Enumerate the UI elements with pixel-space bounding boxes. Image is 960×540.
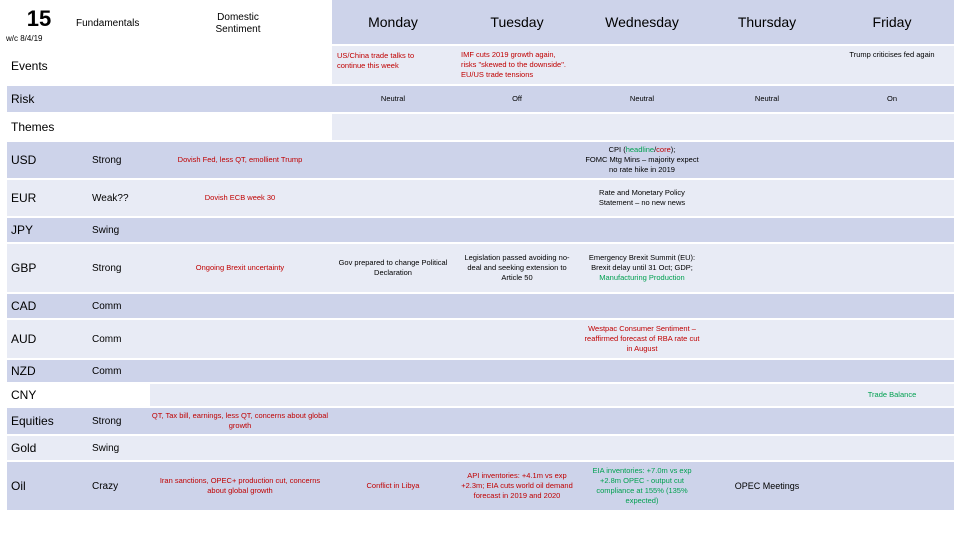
aud-wednesday: Westpac Consumer Sentiment – reaffirmed forecast of RBA rate cut in August <box>584 324 700 353</box>
aud-row-bg <box>7 320 954 358</box>
nzd-fundamental: Comm <box>92 365 122 377</box>
oil-wednesday: EIA inventories: +7.0m vs exp +2.8m OPEC - output cut compliance at 155% (135% expected) <box>592 466 692 505</box>
themes-row-bg <box>332 114 954 140</box>
gbp-label: GBP <box>11 261 37 275</box>
cny-label: CNY <box>11 388 37 402</box>
oil-label: Oil <box>11 479 26 493</box>
nzd-row-bg <box>7 360 954 382</box>
eur-sentiment: Dovish ECB week 30 <box>204 193 276 202</box>
events-tuesday: IMF cuts 2019 growth again, risks "skewed to the downside". EU/US trade tensions <box>461 50 566 79</box>
gold-fundamental: Swing <box>92 442 120 454</box>
fundamentals-header: Fundamentals <box>76 18 140 29</box>
oil-sentiment: Iran sanctions, OPEC+ production cut, concerns about global growth <box>159 476 321 495</box>
gbp-monday: Gov prepared to change Political Declaration <box>338 258 448 277</box>
risk-tuesday: Off <box>512 94 522 103</box>
cad-label: CAD <box>11 299 37 313</box>
aud-fundamental: Comm <box>92 333 122 345</box>
oil-tuesday: API inventories: +4.1m vs exp +2.3m; EIA cuts world oil demand forecast in 2019 and 2020 <box>461 471 573 500</box>
risk-label: Risk <box>11 92 35 106</box>
usd-fundamental: Strong <box>92 154 122 166</box>
jpy-fundamental: Swing <box>92 224 120 236</box>
equities-label: Equities <box>11 414 54 428</box>
gbp-sentiment: Ongoing Brexit uncertainty <box>195 263 285 272</box>
risk-wednesday: Neutral <box>629 94 655 103</box>
eur-wednesday: Rate and Monetary Policy Statement – no new news <box>598 188 686 207</box>
day-header-thursday: Thursday <box>737 14 797 30</box>
usd-label: USD <box>11 153 37 167</box>
risk-friday: On <box>886 94 897 103</box>
aud-label: AUD <box>11 332 37 346</box>
themes-label: Themes <box>11 120 55 134</box>
oil-fundamental: Crazy <box>92 480 119 492</box>
equities-fundamental: Strong <box>92 415 122 427</box>
equities-sentiment: QT, Tax bill, earnings, less QT, concerns about global growth <box>151 411 329 430</box>
cny-friday: Trade Balance <box>867 390 917 399</box>
cad-row-bg <box>7 294 954 318</box>
day-header-monday: Monday <box>368 14 418 30</box>
usd-wednesday: CPI (headline/core); FOMC Mtg Mins – majority expect no rate hike in 2019 <box>585 145 699 174</box>
risk-monday: Neutral <box>380 94 406 103</box>
oil-monday: Conflict in Libya <box>366 481 420 490</box>
gbp-wednesday: Emergency Brexit Summit (EU): Brexit delay until 31 Oct; GDP; Manufacturing Production <box>588 253 696 282</box>
nzd-label: NZD <box>11 364 36 378</box>
gbp-tuesday: Legislation passed avoiding no-deal and seeking extension to Article 50 <box>464 253 570 282</box>
oil-thursday: OPEC Meetings <box>734 481 800 491</box>
day-header-wednesday: Wednesday <box>605 14 679 30</box>
events-monday: US/China trade talks to continue this week <box>337 51 415 70</box>
gbp-fundamental: Strong <box>92 262 122 274</box>
gold-row-bg <box>7 436 954 460</box>
usd-sentiment: Dovish Fed, less QT, emollient Trump <box>177 155 303 164</box>
jpy-row-bg <box>7 218 954 242</box>
cad-fundamental: Comm <box>92 300 122 312</box>
day-header-tuesday: Tuesday <box>490 14 544 30</box>
events-label: Events <box>11 59 48 73</box>
eur-label: EUR <box>11 191 37 205</box>
week-of-date: w/c 8/4/19 <box>6 34 43 43</box>
eur-fundamental: Weak?? <box>92 192 129 204</box>
jpy-label: JPY <box>11 223 34 237</box>
week-number: 15 <box>26 6 52 31</box>
day-header-friday: Friday <box>872 14 912 30</box>
domestic-sentiment-header: Domestic Sentiment <box>215 12 261 35</box>
risk-thursday: Neutral <box>754 94 780 103</box>
events-friday: Trump criticises fed again <box>849 50 935 59</box>
gold-label: Gold <box>11 441 37 455</box>
